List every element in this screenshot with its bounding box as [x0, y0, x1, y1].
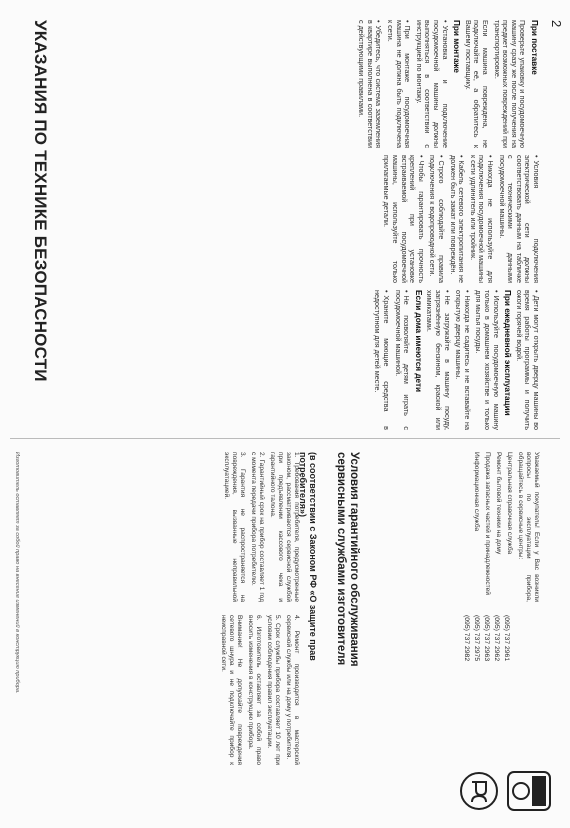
column-delivery-installation	[354, 20, 540, 148]
phone-number: (095) 737 2975	[473, 615, 480, 662]
bullet-item: • Чтобы гарантировать прочность креплений при установке встраиваемой посудомоечной машины, используйте только прилагаемые детали.	[382, 155, 425, 283]
warranty-item: 5. Срок службы прибора составляет 10 лет при условии соблюдения правил эксплуатации.	[266, 615, 281, 765]
column-daily-use	[370, 290, 540, 430]
contacts-intro: Уважаемый покупатель! Если у Вас возникли вопросы по эксплуатации прибора, обращайтесь в сервисные центры:	[517, 452, 540, 602]
contact-item: Информационная служба	[473, 452, 480, 532]
bullet-item: • Условия подключения электрической сети должны соответствовать данным на табличке с техническими данными посудомоечной машины.	[497, 155, 540, 283]
warranty-column-2	[216, 615, 300, 765]
warranty-item: 2. Гарантийный срок на прибор составляет 1 год с момента передачи прибора потребителю.	[250, 452, 265, 602]
bullet-item: • Дети могут открыть дверцу машины во время работы программы и получить ожоги горячей водой.	[514, 290, 540, 430]
warranty-column-1	[219, 452, 300, 602]
heading-daily-use: При ежедневной эксплуатации	[503, 290, 513, 416]
heading-installation: При монтаже	[452, 20, 462, 73]
column-divider	[10, 438, 560, 439]
warranty-item: 1. Требования потребителя, предусмотренные законом, рассматриваются сервисной службой при предъявлении кассового чека и гарантийного талона.	[269, 452, 300, 602]
paragraph: Проверьте упаковку и посудомоечную машину сразу же после получения на предмет возможных повреждений при транспортировке.	[492, 20, 528, 148]
phone-number: (095) 737 2982	[463, 615, 470, 662]
bullet-item: • При монтаже посудомоечная машина не должна быть подключена к сети.	[386, 20, 412, 148]
bullet-item: • Храните моющие средства в недоступном для детей месте.	[373, 290, 390, 430]
phone-number: (095) 737 2963	[483, 615, 490, 662]
rst-mark-icon	[458, 770, 500, 812]
warranty-note: Внимание! Не допускайте повреждения сетевого шнура и не подключайте прибор к неисправной сети.	[220, 615, 243, 765]
bullet-item: • Убедитесь, что система заземления в квартире выполнена в соответствии с действующими правилами.	[357, 20, 383, 148]
bullet-item: • Никогда не используйте для подключения посудомоечной машины к сети удлинитель или тройник.	[468, 155, 494, 283]
warranty-item: 4. Ремонт производится в мастерской сервисной службы или на дому у потребителя.	[285, 615, 300, 765]
bullet-item: • Используйте посудомоечную машину только в домашнем хозяйстве и только для мытья посуды.	[474, 290, 500, 430]
contact-item: Центральная справочная служба	[506, 452, 513, 555]
page-number: 2	[549, 20, 564, 28]
bullet-item: • Никогда не садитесь и не вставайте на открытую дверцу машины.	[454, 290, 471, 430]
heading-delivery: При поставке	[530, 20, 539, 75]
phone-number: (095) 737 2962	[493, 615, 500, 662]
warranty-title: Условия гарантийного обслуживания сервисными службами изготовителя	[335, 452, 360, 667]
page-title: УКАЗАНИЯ ПО ТЕХНИКЕ БЕЗОПАСНОСТИ	[31, 20, 50, 382]
bullet-item: • Не позволяйте детям играть с посудомоечной машиной.	[393, 290, 410, 430]
contact-item: Продажа запасных частей и принадлежностей	[484, 452, 491, 595]
bullet-item: • Не загружайте в машину посуду, загрязнённую бензином, краской или химикатами.	[425, 290, 451, 430]
warranty-item: 6. Изготовитель оставляет за собой право вносить изменения в конструкцию прибора.	[247, 615, 262, 765]
heading-children: Если дома имеются дети	[413, 290, 423, 393]
warranty-item: 3. Гарантия не распространяется на повреждения, вызванные неправильной эксплуатацией.	[223, 452, 246, 602]
column-installation-cont	[379, 155, 540, 283]
paragraph: Если машина повреждена, не подключайте её, а обратитесь к Вашему поставщику.	[463, 20, 491, 148]
bullet-item: • Строго соблюдайте правила подключения к водопроводной сети.	[428, 155, 445, 283]
footnote: Изготовитель оставляет за собой право на внесение изменений в конструкцию прибора.	[14, 452, 20, 694]
certification-logo-icon	[506, 770, 552, 812]
bullet-item: • Установка и подключение посудомоечной машины должны выполняться в соответствии с инструкцией по монтажу.	[414, 20, 448, 148]
service-contacts	[469, 452, 540, 602]
contact-item: Ремонт бытовой техники на дому	[495, 452, 502, 555]
phone-number: (095) 737 2961	[503, 615, 510, 662]
bullet-item: • Кабель сетевого электропитания не должен быть зажат или повреждён.	[448, 155, 465, 283]
warranty-subtitle: (в соответствии с Законом РФ «О защите прав потребителя»)	[298, 452, 318, 661]
